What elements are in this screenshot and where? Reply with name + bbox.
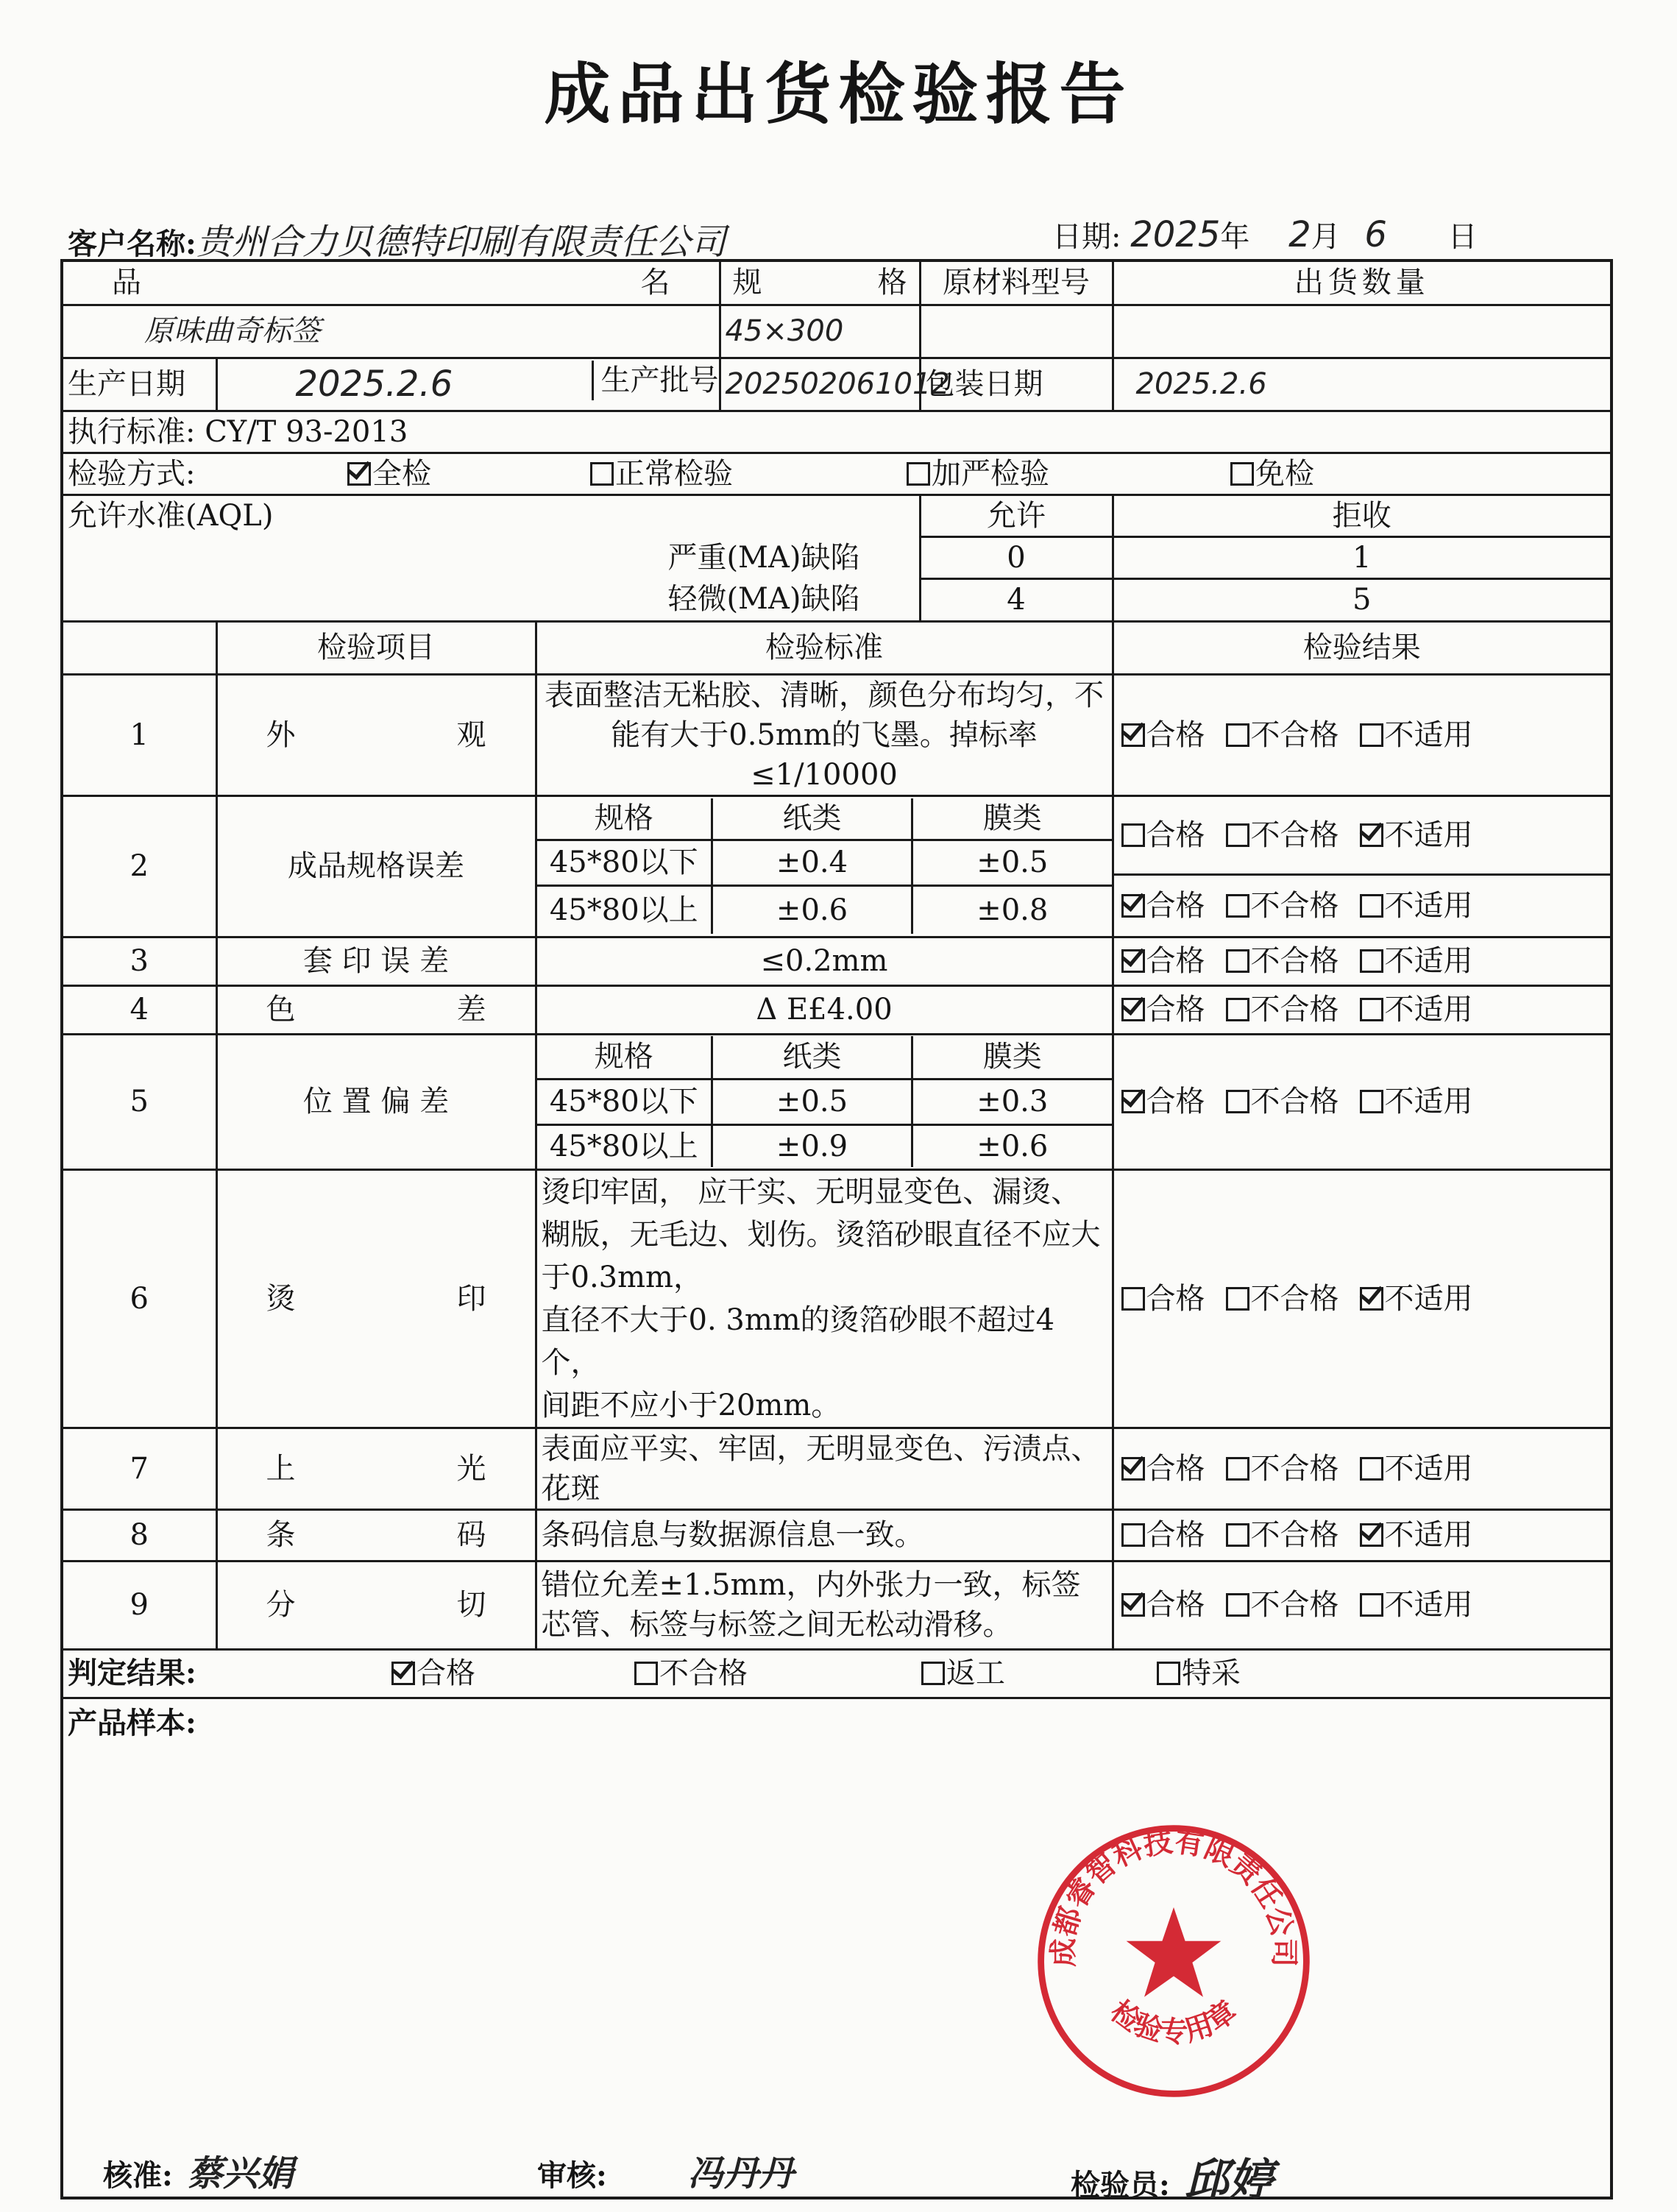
checkbox-icon[interactable] <box>907 462 930 486</box>
item-no: 2 <box>62 795 216 937</box>
tolerance-table: 规格 纸类 膜类 45*80以下 ±0.4 ±0.5 45*80以上 ±0.6 ±0.8 <box>537 798 1112 934</box>
report-title: 成品出货检验报告 <box>544 55 1133 133</box>
aql-allow-header: 允许 <box>920 494 1113 536</box>
result-na[interactable]: 不适用 <box>1360 886 1473 926</box>
result-fail[interactable]: 不合格 <box>1226 1279 1339 1319</box>
result-pass[interactable]: 合格 <box>1121 1449 1205 1489</box>
method-label: 检验方式: <box>68 456 196 491</box>
item-result <box>1113 985 1612 1034</box>
item-standard <box>536 795 1113 937</box>
aql-header-row <box>62 494 1612 536</box>
item-standard: 表面整洁无粘胶、清晰，颜色分布均匀，不能有大于0.5mm的飞墨。掉标率≤1/10000 <box>536 674 1113 795</box>
item-name: 成品规格误差 <box>216 795 536 937</box>
product-value-row <box>62 305 1612 358</box>
checkbox-icon[interactable] <box>1157 1662 1180 1685</box>
result-fail[interactable]: 不合格 <box>1226 1082 1339 1121</box>
item-no: 1 <box>62 674 216 795</box>
aql-label: 允许水准(AQL) <box>62 494 920 536</box>
item-result <box>1113 1034 1612 1169</box>
item-header: 检验项目 <box>216 621 536 674</box>
result-na[interactable]: 不适用 <box>1360 1515 1473 1555</box>
result-header: 检验结果 <box>1113 621 1612 674</box>
item-name: 色 差 <box>216 985 536 1034</box>
spec-value: 45×300 <box>720 305 920 358</box>
checkbox-icon[interactable] <box>1230 462 1254 486</box>
customer-label: 客户名称: <box>68 227 196 261</box>
item-name: 套 印 误 差 <box>216 937 536 985</box>
material-header: 原材料型号 <box>920 260 1113 305</box>
item-no: 9 <box>62 1561 216 1649</box>
judgement-pass[interactable]: 合格 <box>391 1653 634 1693</box>
table-row <box>62 1169 1612 1428</box>
official-seal <box>1030 1818 1317 2105</box>
result-fail[interactable]: 不合格 <box>1226 941 1339 981</box>
approve-signature: 核准: 蔡兴娟 <box>103 2153 294 2194</box>
item-name: 外 观 <box>216 674 536 795</box>
result-pass[interactable]: 合格 <box>1121 1279 1205 1319</box>
judgement <box>68 1653 1606 1693</box>
aql-reject-header: 拒收 <box>1113 494 1612 536</box>
result-na[interactable]: 不适用 <box>1360 1585 1473 1625</box>
result-pass[interactable]: 合格 <box>1121 815 1205 855</box>
result-fail[interactable]: 不合格 <box>1226 1449 1339 1489</box>
result-na[interactable]: 不适用 <box>1360 1449 1473 1489</box>
judgement-row <box>62 1649 1612 1698</box>
table-row <box>62 1428 1612 1509</box>
item-name: 上 光 <box>216 1428 536 1509</box>
item-result <box>1113 1428 1612 1509</box>
product-name-value: 原味曲奇标签 <box>62 305 720 358</box>
sample-row <box>62 1698 1612 2198</box>
product-name-header: 品 名 <box>62 260 720 305</box>
item-no: 5 <box>62 1034 216 1169</box>
judgement-concession[interactable]: 特采 <box>1157 1653 1241 1693</box>
result-na[interactable]: 不适用 <box>1360 715 1473 755</box>
material-value <box>920 305 1113 358</box>
result-fail[interactable]: 不合格 <box>1226 990 1339 1029</box>
customer-row <box>68 213 726 264</box>
method-tightened[interactable]: 加严检验 <box>907 454 1230 494</box>
result-pass[interactable]: 合格 <box>1121 1515 1205 1555</box>
item-no: 7 <box>62 1428 216 1509</box>
prod-date-and-batch: 2025.2.6 生产批号 <box>216 358 720 411</box>
result-na[interactable]: 不适用 <box>1360 941 1473 981</box>
table-row <box>62 985 1612 1034</box>
inspection-method <box>68 454 1606 494</box>
item-no: 6 <box>62 1169 216 1428</box>
item-standard: Δ E£4.00 <box>536 985 1113 1034</box>
item-name: 条 码 <box>216 1509 536 1561</box>
item-name: 分 切 <box>216 1561 536 1649</box>
item-result <box>1113 795 1612 937</box>
checkbox-icon[interactable] <box>634 1662 658 1685</box>
table-row <box>62 1034 1612 1169</box>
result-fail[interactable]: 不合格 <box>1226 1585 1339 1625</box>
result-na[interactable]: 不适用 <box>1360 1082 1473 1121</box>
qty-header: 出货数量 <box>1113 260 1612 305</box>
item-result <box>1113 937 1612 985</box>
pack-date-value: 2025.2.6 <box>1113 358 1612 411</box>
seal-org-text: 成都睿智科技有限责任公司 <box>1047 1825 1300 1968</box>
items-header-row <box>62 621 1612 674</box>
item-name: 位 置 偏 差 <box>216 1034 536 1169</box>
aql-major-label: 严重(MA)缺陷 <box>62 536 920 578</box>
date-label: 日期: <box>1052 220 1121 254</box>
result-na[interactable]: 不适用 <box>1360 1279 1473 1319</box>
aql-major-allow: 0 <box>920 536 1113 578</box>
inspection-report-table <box>60 259 1613 2199</box>
result-pass[interactable]: 合格 <box>1121 990 1205 1029</box>
result-pass[interactable]: 合格 <box>1121 941 1205 981</box>
sample-label: 产品样本: <box>62 1698 1612 2198</box>
result-fail[interactable]: 不合格 <box>1226 1515 1339 1555</box>
inspector-signature: 检验员: 邱婷 <box>1071 2155 1273 2206</box>
item-standard: ≤0.2mm <box>536 937 1113 985</box>
checkbox-icon[interactable] <box>921 1662 945 1685</box>
qty-value <box>1113 305 1612 358</box>
item-no: 8 <box>62 1509 216 1561</box>
customer-value: 贵州合力贝德特印刷有限责任公司 <box>196 221 726 263</box>
judgement-fail[interactable]: 不合格 <box>634 1653 921 1693</box>
table-row <box>62 1561 1612 1649</box>
checkbox-icon[interactable] <box>347 462 371 486</box>
result-pass[interactable]: 合格 <box>1121 715 1205 755</box>
prod-date-label: 生产日期 <box>62 358 216 411</box>
result-fail[interactable]: 不合格 <box>1226 886 1339 926</box>
checkbox-icon[interactable] <box>391 1662 415 1685</box>
day-char: 日 <box>1447 220 1478 254</box>
item-result <box>1113 674 1612 795</box>
item-standard: 错位允差±1.5mm，内外张力一致，标签芯管、标签与标签之间无松动滑移。 <box>536 1561 1113 1649</box>
star-icon <box>1127 1907 1222 1997</box>
aql-minor-label: 轻微(MA)缺陷 <box>62 578 920 621</box>
method-exempt[interactable]: 免检 <box>1230 454 1314 494</box>
date-year: 2025 <box>1130 214 1221 255</box>
result-fail[interactable]: 不合格 <box>1226 815 1339 855</box>
table-row <box>62 795 1612 937</box>
item-no: 3 <box>62 937 216 985</box>
item-result <box>1113 1169 1612 1428</box>
inspector-name: 邱婷 <box>1184 2155 1273 2206</box>
result-na[interactable]: 不适用 <box>1360 815 1473 855</box>
aql-major-reject: 1 <box>1113 536 1612 578</box>
method-row <box>62 453 1612 494</box>
offset-table: 规格 纸类 膜类 45*80以下 ±0.5 ±0.3 45*80以上 ±0.9 ±0.6 <box>537 1036 1112 1167</box>
item-standard: 条码信息与数据源信息一致。 <box>536 1509 1113 1561</box>
result-pass[interactable]: 合格 <box>1121 886 1205 926</box>
approve-name: 蔡兴娟 <box>187 2153 294 2194</box>
date-month: 2 <box>1288 214 1311 255</box>
result-fail[interactable]: 不合格 <box>1226 715 1339 755</box>
date-row <box>1052 213 1478 255</box>
result-na[interactable]: 不适用 <box>1360 990 1473 1029</box>
spec-header: 规 格 <box>720 260 920 305</box>
result-pass[interactable]: 合格 <box>1121 1585 1205 1625</box>
standard-header: 检验标准 <box>536 621 1113 674</box>
checkbox-icon[interactable] <box>590 462 614 486</box>
item-name: 烫 印 <box>216 1169 536 1428</box>
product-header-row <box>62 260 1612 305</box>
item-result <box>1113 1561 1612 1649</box>
month-char: 月 <box>1311 220 1341 254</box>
method-normal[interactable]: 正常检验 <box>590 454 907 494</box>
item-result <box>1113 1509 1612 1561</box>
item-standard: 表面应平实、牢固，无明显变色、污渍点、花斑 <box>536 1428 1113 1509</box>
judgement-rework[interactable]: 返工 <box>921 1653 1157 1693</box>
aql-minor-allow: 4 <box>920 578 1113 621</box>
item-no: 4 <box>62 985 216 1034</box>
execution-standard: 执行标准: CY/T 93-2013 <box>62 411 1612 453</box>
standard-row <box>62 411 1612 453</box>
batch-value: 202502061012 <box>720 358 920 411</box>
table-row <box>62 674 1612 795</box>
seal-purpose-text: 检验专用章 <box>1104 1994 1244 2049</box>
result-pass[interactable]: 合格 <box>1121 1082 1205 1121</box>
item-standard <box>536 1034 1113 1169</box>
production-row <box>62 358 1612 411</box>
review-name: 冯丹丹 <box>687 2153 794 2194</box>
pack-date-label: 包装日期 <box>920 358 1113 411</box>
item-standard: 烫印牢固， 应干实、无明显变色、漏烫、糊版，无毛边、划伤。烫箔砂眼直径不应大于0.3mm， 直径不大于0. 3mm的烫箔砂眼不超过4个， 间距不应小于20mm。 <box>536 1169 1113 1428</box>
review-signature: 审核: 冯丹丹 <box>537 2153 794 2194</box>
year-char: 年 <box>1220 220 1250 254</box>
aql-row-minor <box>62 578 1612 621</box>
aql-minor-reject: 5 <box>1113 578 1612 621</box>
aql-row-major <box>62 536 1612 578</box>
date-day: 6 <box>1364 214 1387 255</box>
table-row <box>62 937 1612 985</box>
method-full[interactable]: 全检 <box>347 454 590 494</box>
judgement-label: 判定结果: <box>68 1656 196 1690</box>
table-row <box>62 1509 1612 1561</box>
